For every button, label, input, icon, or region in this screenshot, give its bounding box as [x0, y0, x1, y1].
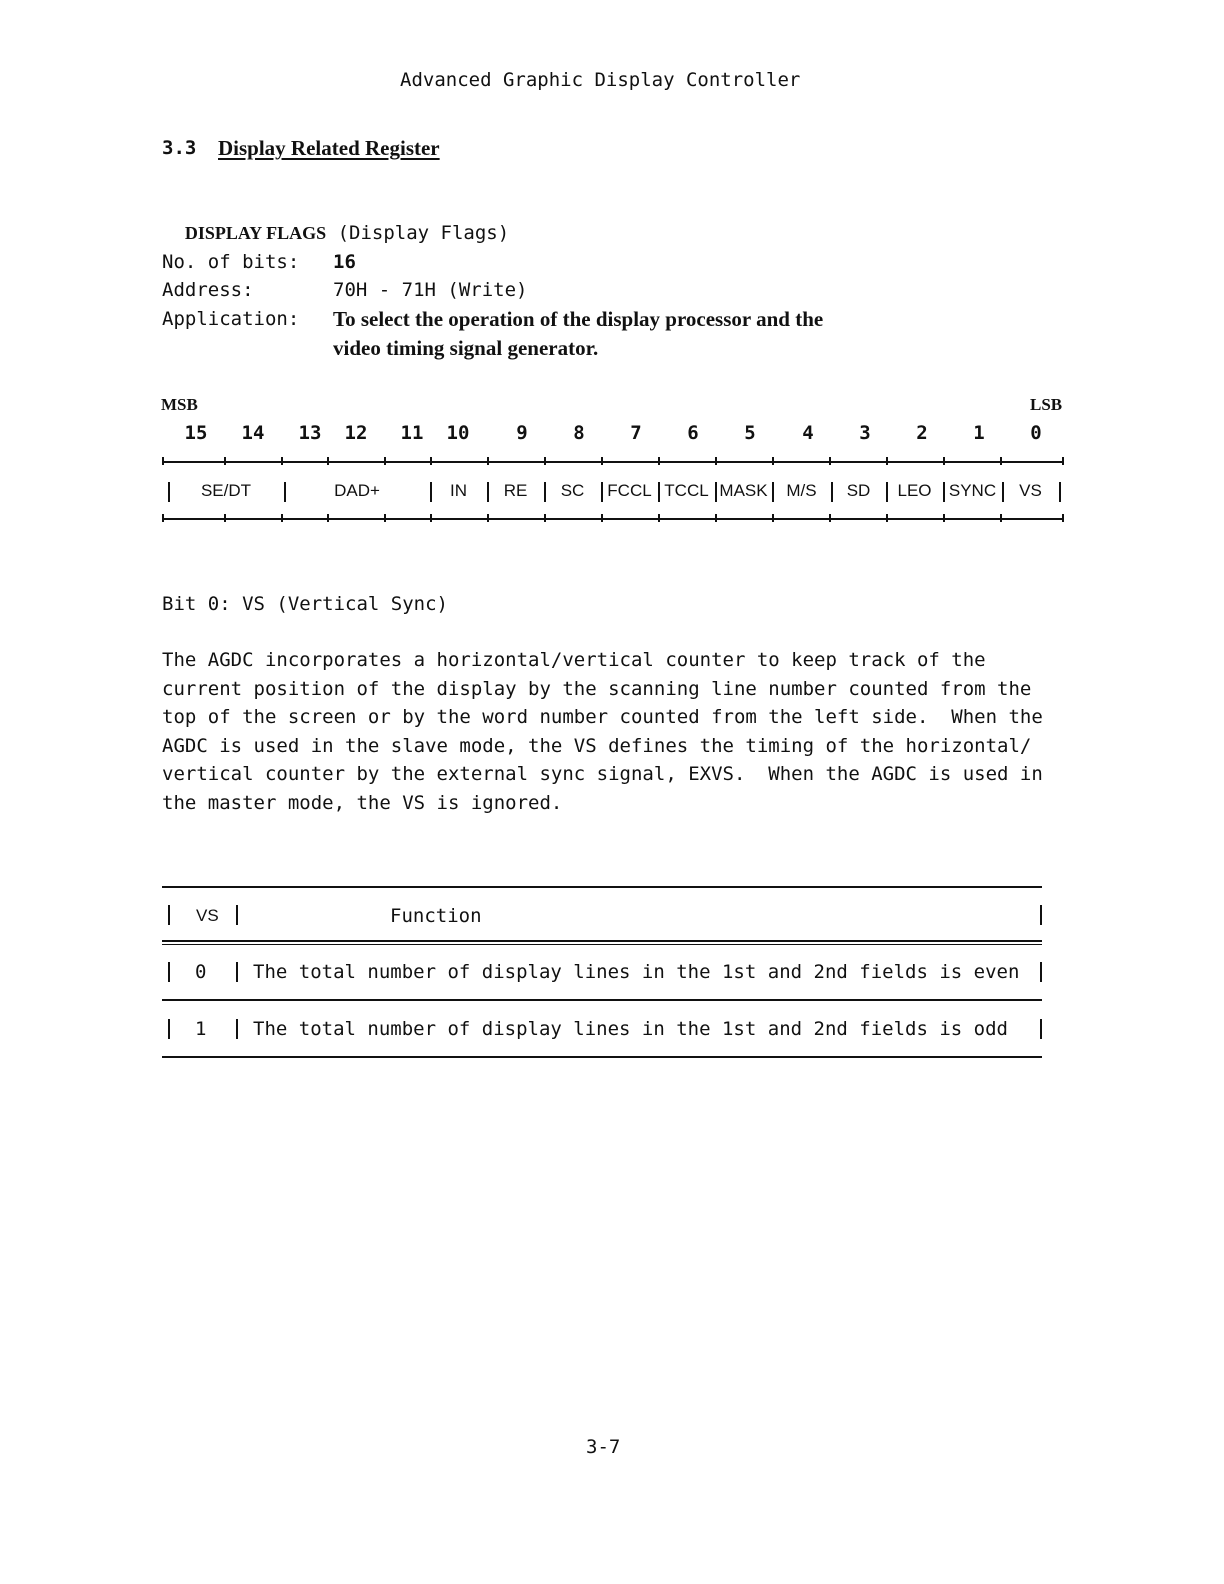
msb-label: MSB	[161, 395, 198, 414]
bit-field-in: IN	[450, 481, 467, 500]
bit0-heading: Bit 0: VS (Vertical Sync)	[162, 593, 448, 615]
bit-number: 1	[973, 422, 985, 444]
application-text-1: To select the operation of the display processor and the	[333, 307, 824, 331]
bit0-text-line: AGDC is used in the slave mode, the VS defines the timing of the horizontal/	[162, 734, 1032, 757]
bit-number: 4	[802, 422, 814, 444]
bit-field-leo: LEO	[897, 481, 932, 500]
bit-number: 7	[630, 422, 642, 444]
table-cell-function: The total number of display lines in the 1st and 2nd fields is even	[253, 961, 1020, 983]
bit-field-fccl: FCCL	[607, 481, 652, 500]
lsb-label: LSB	[1030, 395, 1063, 414]
register-name-expanded: (Display Flags)	[337, 222, 510, 244]
running-title: Advanced Graphic Display Controller	[400, 69, 801, 91]
section-title: Display Related Register	[218, 136, 440, 160]
table-header-function: Function	[390, 905, 482, 927]
bit-number: 2	[916, 422, 928, 444]
application-label: Application:	[162, 308, 300, 330]
bit-field-sd: SD	[846, 481, 871, 500]
bit0-text-line: vertical counter by the external sync signal, EXVS. When the AGDC is used in	[162, 763, 1043, 785]
bit-number: 15	[184, 422, 208, 444]
bit-number: 10	[446, 422, 470, 444]
register-name-line	[162, 191, 509, 247]
bit-number: 13	[298, 422, 322, 444]
address-value: 70H - 71H (Write)	[333, 279, 528, 301]
bit-field-tccl: TCCL	[664, 481, 709, 500]
application-text-2: video timing signal generator.	[333, 336, 599, 360]
bit-field-se-dt: SE/DT	[200, 481, 252, 500]
bit0-text-line: top of the screen or by the word number counted from the left side. When the	[162, 706, 1043, 728]
bit-number: 12	[344, 422, 368, 444]
table-cell-vs: 0	[195, 961, 207, 983]
table-cell-function: The total number of display lines in the 1st and 2nd fields is odd	[253, 1018, 1008, 1040]
bit-number: 6	[687, 422, 699, 444]
address-label: Address:	[162, 279, 254, 301]
bit-field-sc: SC	[560, 481, 585, 500]
bit-number: 5	[744, 422, 756, 444]
bit-field-dad: DAD+	[334, 481, 380, 500]
bit-number: 0	[1030, 422, 1042, 444]
bitmap-bottom-border	[162, 518, 1064, 520]
bits-label: No. of bits:	[162, 251, 300, 273]
bit0-text-line: the master mode, the VS is ignored.	[162, 791, 563, 814]
bit-field-vs: VS	[1019, 481, 1042, 500]
bit0-text-line: The AGDC incorporates a horizontal/vertical counter to keep track of the	[162, 649, 986, 671]
table-header-vs: VS	[196, 906, 219, 925]
table-cell-vs: 1	[195, 1018, 207, 1040]
register-name: DISPLAY FLAGS	[184, 223, 327, 243]
bit-field-sync: SYNC	[948, 481, 997, 500]
bit0-description	[162, 646, 1062, 817]
section-number: 3.3	[162, 137, 197, 159]
bit-number: 8	[573, 422, 585, 444]
bitmap-top-border	[162, 461, 1064, 463]
bit-field-mask: MASK	[719, 481, 768, 500]
bit-number: 9	[516, 422, 528, 444]
bit-number: 3	[859, 422, 871, 444]
bits-value: 16	[333, 251, 356, 273]
bit-field-m-s: M/S	[786, 481, 817, 500]
page-number: 3-7	[586, 1436, 621, 1458]
bit-field-re: RE	[503, 481, 528, 500]
bit-number: 14	[241, 422, 265, 444]
bit-number: 11	[400, 422, 424, 444]
bit0-text-line: current position of the display by the scanning line number counted from the	[162, 677, 1032, 700]
